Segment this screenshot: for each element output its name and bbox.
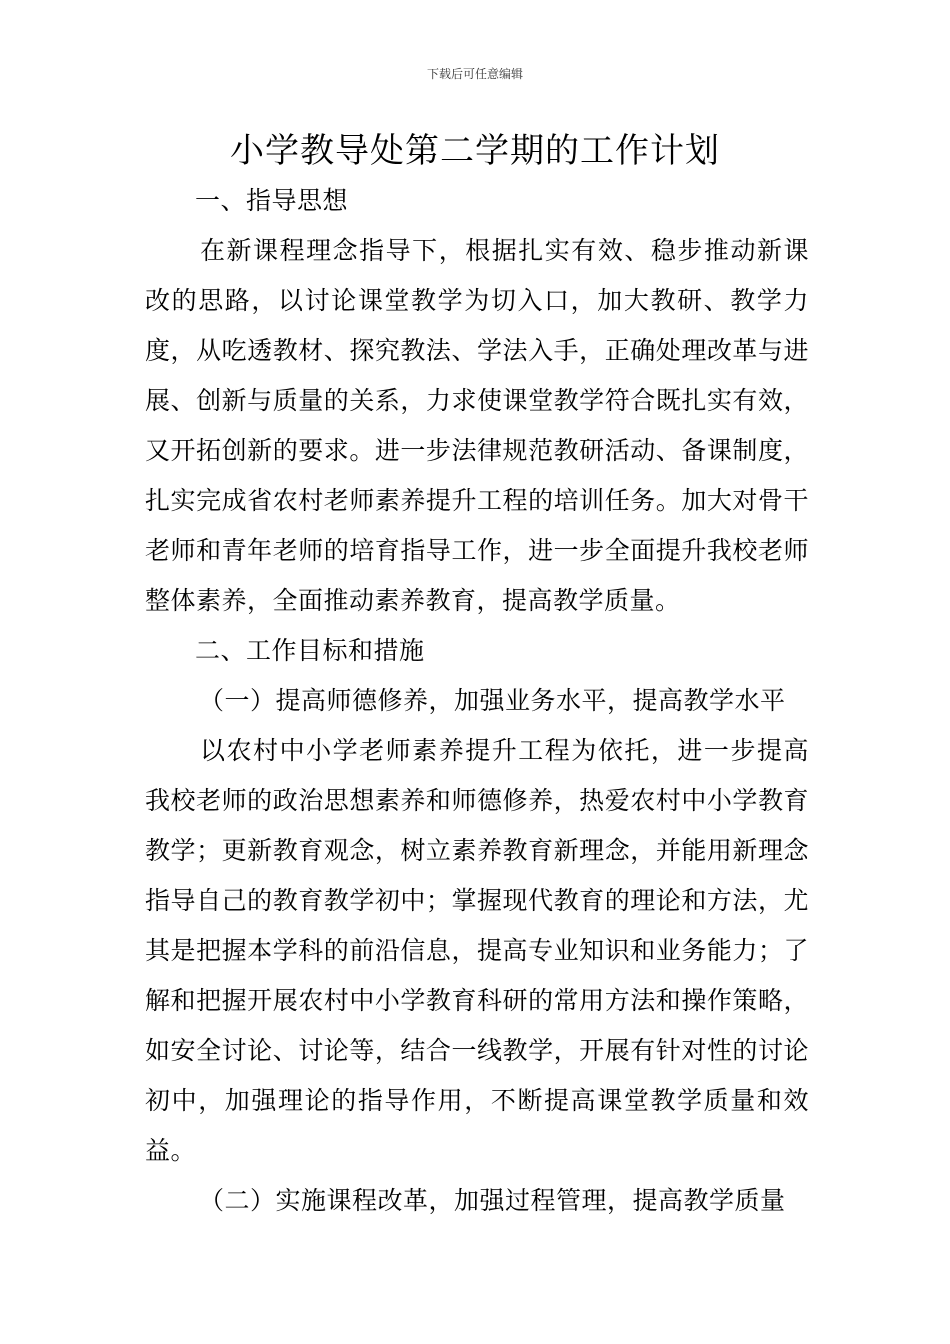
paragraph-ethics: 以农村中小学老师素养提升工程为依托，进一步提高我校老师的政治思想素养和师德修养，热爱农村中小学教育教学；更新教育观念，树立素养教育新理念，并能用新理念指导自己的教育教学初中；掌握现代教育的理论和方法，尤其是把握本学科的前沿信息，提高专业知识和业务能力；了解和把握开展农村中小学教育科研的常用方法和操作策略，如安全讨论、讨论等，结合一线教学，开展有针对性的讨论初中，加强理论的指导作用，不断提高课堂教学质量和效益。 [145, 736, 809, 1165]
header-note: 下载后可任意编辑 [426, 67, 523, 81]
subsection-heading-ethics: （一）提高师德修养，加强业务水平，提高教学水平 [199, 686, 786, 715]
section-heading-guiding-ideology: 一、指导思想 [195, 186, 349, 215]
document-body [145, 176, 809, 1226]
subsection-heading-curriculum-reform: （二）实施课程改革，加强过程管理，提高教学质量 [199, 1186, 786, 1215]
document-title: 小学教导处第二学期的工作计划 [230, 131, 720, 171]
section-heading-goals-measures: 二、工作目标和措施 [195, 636, 425, 665]
paragraph-guiding-ideology: 在新课程理念指导下，根据扎实有效、稳步推动新课改的思路，以讨论课堂教学为切入口，加大教研、教学力度，从吃透教材、探究教法、学法入手，正确处理改革与进展、创新与质量的关系，力求使课堂教学符合既扎实有效，又开拓创新的要求。进一步法律规范教研活动、备课制度，扎实完成省农村老师素养提升工程的培训任务。加大对骨干老师和青年老师的培育指导工作，进一步全面提升我校老师整体素养，全面推动素养教育，提高教学质量。 [145, 236, 809, 615]
